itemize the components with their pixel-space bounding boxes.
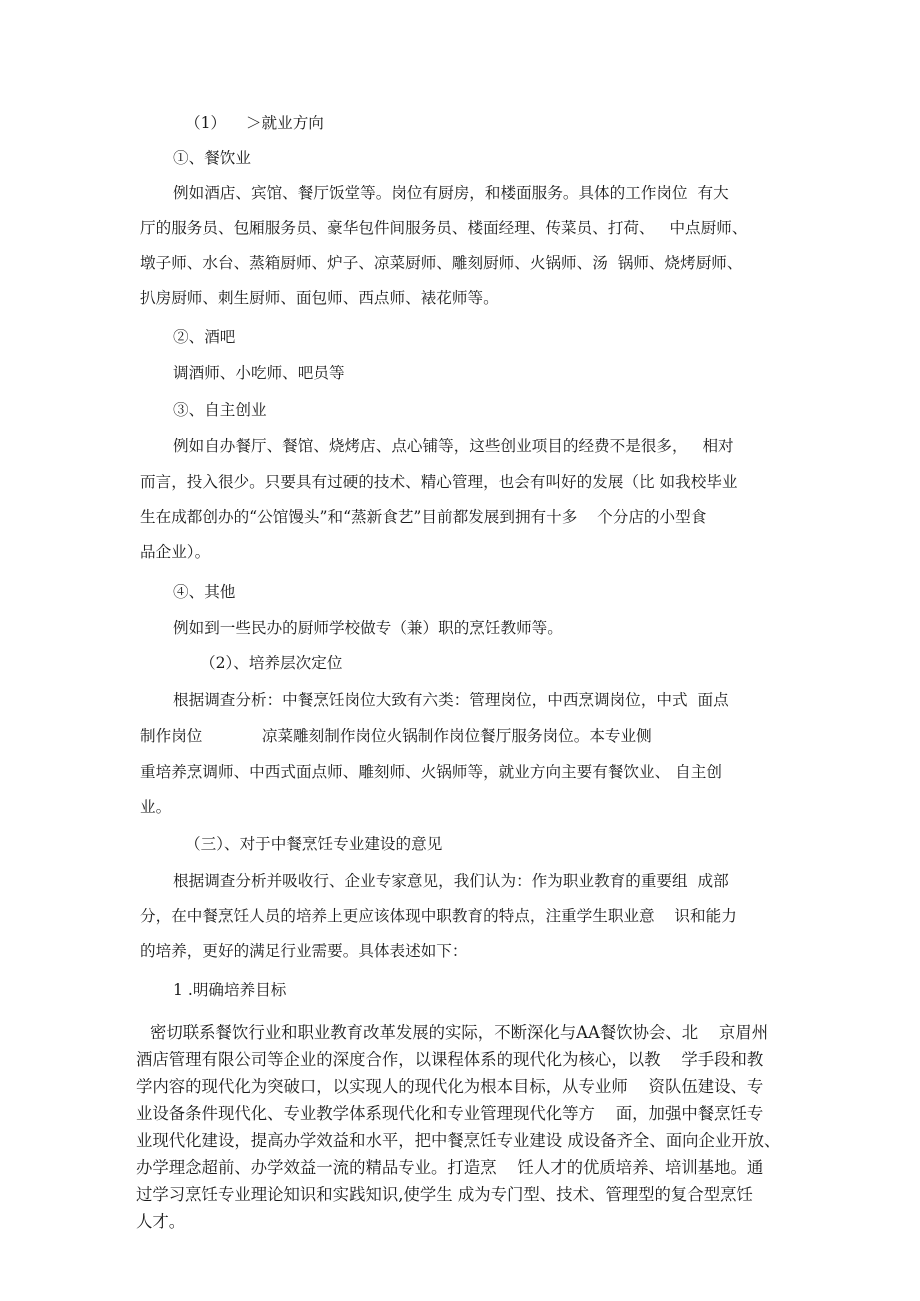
- goal-line: 人才。: [136, 1212, 186, 1231]
- other-heading: ④、其他: [173, 583, 236, 601]
- goal-line: 业现代化建设，提高办学效益和水平，把中餐烹饪专业建设 成设备齐全、面向企业开放、: [136, 1131, 781, 1150]
- goal-heading: 1 .明确培养目标: [173, 981, 287, 999]
- startup-line: 而言，投入很少。只要具有过硬的技术、精心管理，也会有叫好的发展（比 如我校毕业: [140, 473, 738, 491]
- catering-line: 墩子师、水台、蒸箱厨师、炉子、凉菜厨师、雕刻厨师、火锅师、汤 锅师、烧烤厨师、: [140, 254, 743, 272]
- opinion-line: 分，在中餐烹饪人员的培养上更应该体现中职教育的特点，注重学生职业意 识和能力: [140, 907, 737, 925]
- opinion-line: 根据调查分析并吸收行、企业专家意见，我们认为：作为职业教育的重要组 成部: [173, 872, 729, 890]
- level-line: 业。: [140, 798, 172, 816]
- goal-line: 过学习烹饪专业理论知识和实践知识,使学生 成为专门型、技术、管理型的复合型烹饪: [136, 1185, 753, 1204]
- bar-heading: ②、酒吧: [173, 328, 236, 346]
- goal-line: 密切联系餐饮行业和职业教育改革发展的实际，不断深化与AA餐饮协会、北 京眉州: [150, 1023, 769, 1042]
- goal-line: 业设备条件现代化、专业教学体系现代化和专业管理现代化等方 面，加强中餐烹饪专: [136, 1104, 764, 1123]
- catering-line: 例如酒店、宾馆、餐厅饭堂等。岗位有厨房，和楼面服务。具体的工作岗位 有大: [173, 184, 729, 202]
- opinion-line: 的培养，更好的满足行业需要。具体表述如下：: [140, 942, 468, 960]
- level-line: 制作岗位 凉菜雕刻制作岗位火锅制作岗位餐厅服务岗位。本专业侧: [140, 727, 652, 745]
- startup-line: 例如自办餐厅、餐馆、烧烤店、点心铺等，这些创业项目的经费不是很多， 相对: [173, 437, 734, 455]
- startup-line: 生在成都创办的“公馆馒头”和“蒸新食艺”目前都发展到拥有十多 个分店的小型食: [140, 508, 707, 526]
- catering-line: 厅的服务员、包厢服务员、豪华包件间服务员、楼面经理、传菜员、打荷、 中点厨师、: [140, 219, 748, 237]
- level-line: 根据调查分析：中餐烹饪岗位大致有六类：管理岗位，中西烹调岗位，中式 面点: [173, 691, 729, 709]
- other-line: 例如到一些民办的厨师学校做专（兼）职的烹饪教师等。: [173, 619, 563, 637]
- startup-line: 品企业）。: [140, 543, 211, 561]
- goal-line: 酒店管理有限公司等企业的深度合作，以课程体系的现代化为核心，以教 学手段和教: [136, 1050, 764, 1069]
- startup-heading: ③、自主创业: [173, 401, 267, 419]
- catering-line: 扒房厨师、刺生厨师、面包师、西点师、裱花师等。: [140, 289, 499, 307]
- catering-heading: ①、餐饮业: [173, 149, 251, 167]
- employment-heading: （1） ＞就业方向: [185, 114, 324, 132]
- opinion-heading: （三）、对于中餐烹饪专业建设的意见: [185, 835, 443, 853]
- level-heading: （2）、培养层次定位: [200, 654, 343, 672]
- level-line: 重培养烹调师、中西式面点师、雕刻师、火锅师等，就业方向主要有餐饮业、 自主创: [140, 763, 722, 781]
- bar-line: 调酒师、小吃师、吧员等: [173, 364, 345, 382]
- goal-line: 学内容的现代化为突破口，以实现人的现代化为根本目标，从专业师 资队伍建设、专: [136, 1077, 764, 1096]
- goal-line: 办学理念超前、办学效益一流的精品专业。打造烹 饪人才的优质培养、培训基地。通: [136, 1158, 764, 1177]
